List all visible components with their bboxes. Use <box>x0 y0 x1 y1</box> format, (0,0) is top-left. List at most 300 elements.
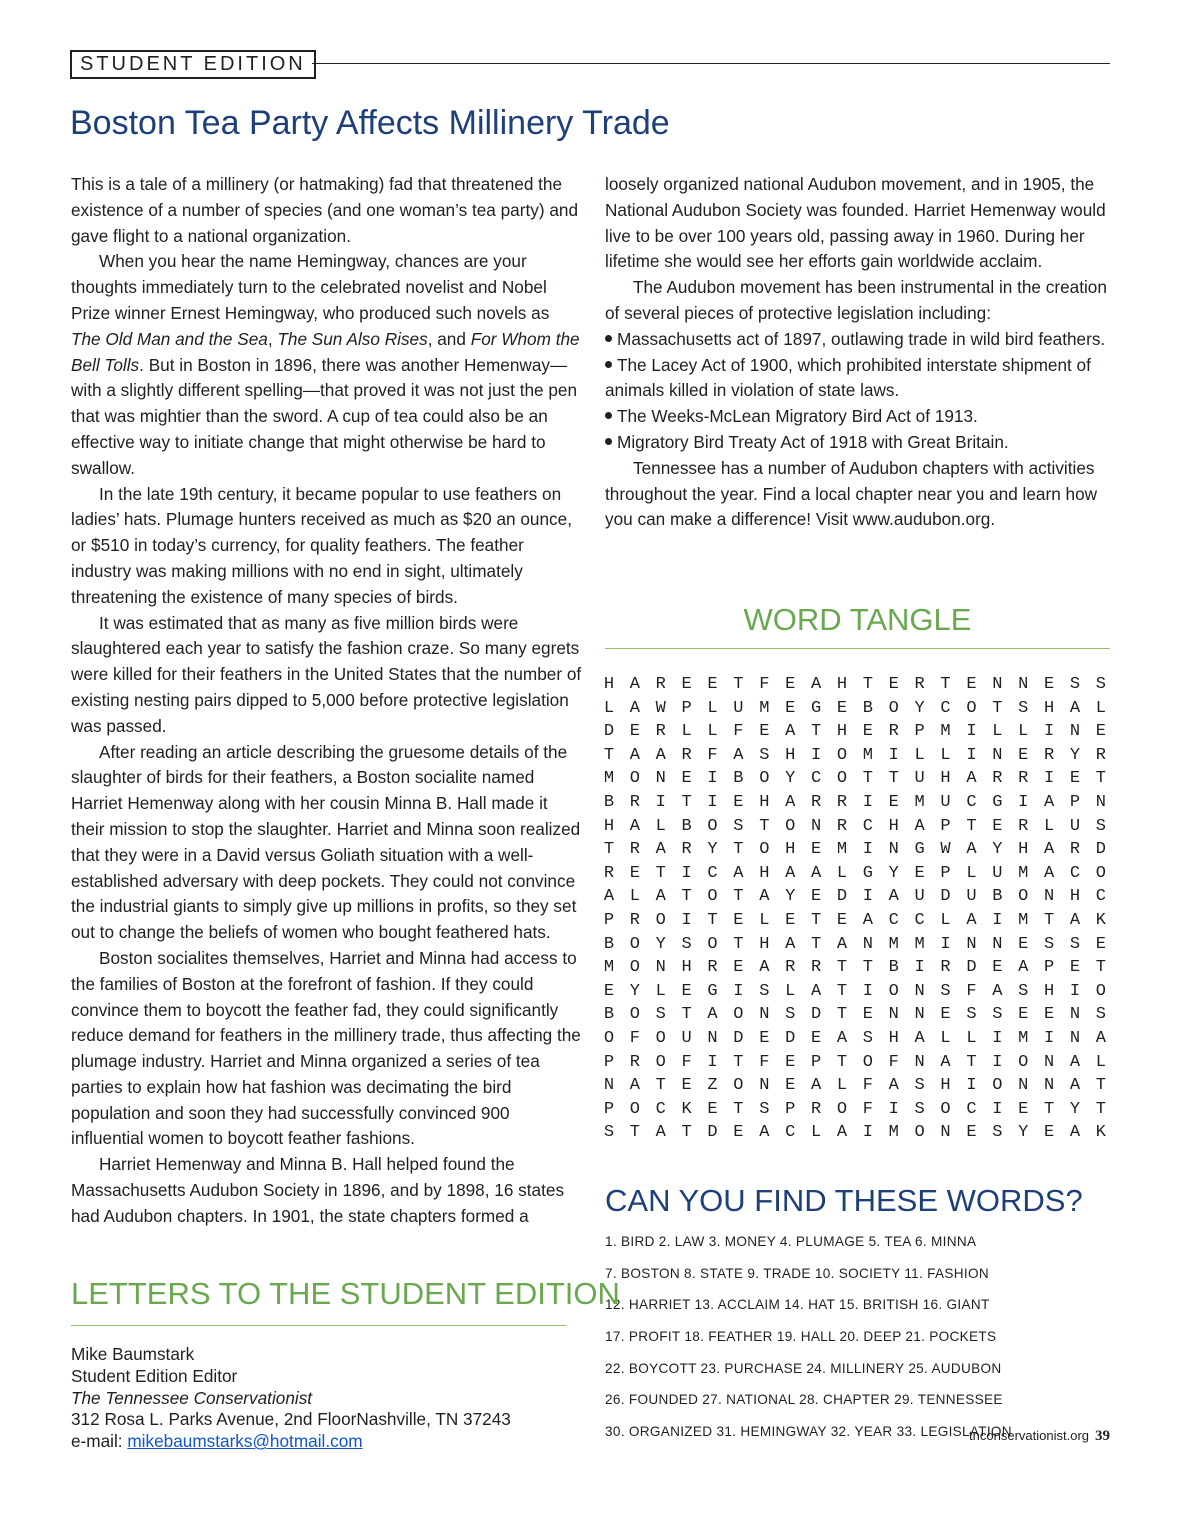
grid-letter: O <box>940 1099 951 1119</box>
grid-letter: E <box>862 1005 873 1025</box>
grid-letter: E <box>1018 1099 1029 1119</box>
publication-name <box>71 1388 511 1410</box>
grid-letter: A <box>1069 1076 1081 1096</box>
grid-letter: E <box>810 887 822 907</box>
grid-letter: I <box>992 1052 1003 1072</box>
grid-letter: A <box>836 934 848 954</box>
find-words-title: CAN YOU FIND THESE WORDS? <box>605 1183 1083 1218</box>
grid-letter: S <box>1069 675 1081 694</box>
grid-letter: Y <box>992 840 1003 860</box>
grid-letter: O <box>655 1028 666 1048</box>
grid-letter: S <box>603 1123 615 1143</box>
grid-letter: G <box>810 698 822 718</box>
grid-letter: L <box>707 722 718 742</box>
grid-letter: F <box>629 1028 640 1048</box>
grid-letter: H <box>681 958 692 978</box>
grid-letter: O <box>629 769 640 789</box>
grid-letter: T <box>992 698 1003 718</box>
grid-letter: G <box>914 840 925 860</box>
grid-letter: T <box>836 1005 848 1025</box>
grid-letter: E <box>1018 934 1029 954</box>
grid-letter: T <box>629 1123 640 1143</box>
word-tangle-title: WORD TANGLE <box>743 602 972 637</box>
grid-letter: B <box>888 958 899 978</box>
grid-letter: T <box>733 1099 744 1119</box>
grid-letter: S <box>733 816 744 836</box>
grid-letter: Y <box>914 698 925 718</box>
grid-letter: R <box>785 958 796 978</box>
grid-letter: R <box>1069 840 1081 860</box>
grid-letter: O <box>1018 887 1029 907</box>
grid-letter: K <box>681 1099 692 1119</box>
grid-letter: B <box>992 887 1003 907</box>
grid-letter: T <box>733 887 744 907</box>
grid-letter: T <box>1043 910 1055 930</box>
grid-letter: M <box>914 792 925 812</box>
grid-letter: P <box>785 1099 796 1119</box>
article-column-right <box>605 172 1120 533</box>
grid-letter: A <box>1069 698 1081 718</box>
grid-letter: L <box>629 887 640 907</box>
grid-letter: E <box>681 981 692 1001</box>
grid-letter: E <box>785 675 796 694</box>
grid-letter: O <box>914 1123 925 1143</box>
grid-letter: C <box>862 816 873 836</box>
article-paragraph: It was estimated that as many as five million birds were slaughtered each year to satisfy the fashion craze. So many egrets were killed for their feathers in the United States that the number of existing nesting pairs dipped to 5,000 before protective legislation was passed. <box>71 612 582 736</box>
grid-letter: A <box>1069 910 1081 930</box>
grid-letter: B <box>862 698 873 718</box>
grid-letter: R <box>603 863 615 883</box>
grid-letter: M <box>759 698 770 718</box>
editor-role: Student Edition Editor <box>71 1365 238 1386</box>
grid-letter: R <box>655 675 666 694</box>
page-footer <box>900 1428 1110 1445</box>
grid-letter: O <box>1018 1052 1029 1072</box>
grid-letter: S <box>655 1005 666 1025</box>
grid-letter: T <box>836 958 848 978</box>
grid-letter: N <box>1043 1076 1055 1096</box>
grid-letter: T <box>733 675 744 694</box>
grid-letter: F <box>733 722 744 742</box>
grid-letter: S <box>1095 675 1106 694</box>
grid-letter: A <box>836 1028 848 1048</box>
legislation-text: Massachusetts act of 1897, outlawing trade in wild bird feathers. <box>617 328 1106 349</box>
grid-letter: E <box>1043 675 1055 694</box>
grid-letter: A <box>629 816 640 836</box>
grid-letter: T <box>733 1052 744 1072</box>
grid-letter: S <box>862 1028 873 1048</box>
grid-letter: A <box>836 1123 848 1143</box>
grid-letter: W <box>940 840 951 860</box>
grid-letter: H <box>940 769 951 789</box>
grid-letter: A <box>655 887 666 907</box>
grid-letter: L <box>1095 1052 1106 1072</box>
grid-letter: T <box>1095 1099 1106 1119</box>
grid-letter: L <box>707 698 718 718</box>
grid-letter: C <box>1069 863 1081 883</box>
grid-letter: T <box>681 887 692 907</box>
grid-letter: T <box>1095 958 1106 978</box>
grid-letter: L <box>810 1123 822 1143</box>
grid-letter: L <box>655 981 666 1001</box>
book-title: The Sun Also Rises <box>277 328 428 349</box>
header-rule <box>312 63 1110 64</box>
grid-letter: L <box>836 863 848 883</box>
grid-letter: R <box>836 792 848 812</box>
article-paragraph: Boston socialites themselves, Harriet and Minna had access to the families of Boston at the forefront of fashion. If they could convince them to boycott the feather fad, they could significantly reduce demand for feathers in the millinery trade, thus affecting the plumage industry. Harriet and Minna organized a series of tea parties to explain how hat fashion was decimating the bird population and soon they had successfully convinced 900 influential women to boycott feather fashions. <box>71 947 581 1149</box>
grid-letter: I <box>1043 722 1055 742</box>
grid-letter: L <box>1095 698 1106 718</box>
grid-letter: S <box>1018 981 1029 1001</box>
grid-letter: O <box>629 958 640 978</box>
grid-letter: E <box>862 722 873 742</box>
article-paragraph: This is a tale of a millinery (or hatmaking) fad that threatened the existence of a number of species (and one woman’s tea party) and gave flight to a national organization. <box>71 174 579 246</box>
grid-letter: T <box>733 934 744 954</box>
grid-letter: O <box>733 1076 744 1096</box>
grid-letter: L <box>940 910 951 930</box>
grid-letter: M <box>940 722 951 742</box>
editor-name: Mike Baumstark <box>71 1344 195 1364</box>
grid-letter: I <box>966 722 977 742</box>
grid-letter: I <box>966 1076 977 1096</box>
grid-letter: H <box>888 816 899 836</box>
grid-row <box>596 862 1114 886</box>
grid-letter: A <box>888 1076 899 1096</box>
grid-letter: U <box>992 863 1003 883</box>
footer-site: tnconservationist.org <box>969 1428 1089 1443</box>
grid-row <box>596 815 1114 839</box>
grid-letter: M <box>888 1123 899 1143</box>
grid-row <box>596 885 1114 909</box>
grid-letter: N <box>914 1005 925 1025</box>
article-paragraph: Tennessee has a number of Audubon chapters with activities throughout the year. Find a local chapter near you and learn how you can make a difference! Visit www.audubon.org. <box>605 457 1098 530</box>
grid-letter: T <box>655 1076 666 1096</box>
grid-letter: H <box>759 863 770 883</box>
grid-letter: C <box>914 910 925 930</box>
grid-letter: M <box>888 934 899 954</box>
grid-letter: Y <box>1069 745 1081 765</box>
grid-letter: P <box>603 910 615 930</box>
word-list <box>605 1232 1115 1454</box>
grid-letter: T <box>966 816 977 836</box>
grid-letter: D <box>836 887 848 907</box>
grid-letter: O <box>992 1076 1003 1096</box>
grid-letter: L <box>966 1028 977 1048</box>
letters-title: LETTERS TO THE STUDENT EDITION <box>71 1276 620 1311</box>
grid-letter: P <box>1069 792 1081 812</box>
grid-letter: L <box>940 745 951 765</box>
grid-letter: R <box>655 722 666 742</box>
grid-letter: N <box>966 934 977 954</box>
grid-letter: L <box>603 698 615 718</box>
grid-row <box>596 673 1114 697</box>
grid-letter: R <box>1018 769 1029 789</box>
grid-letter: P <box>1043 958 1055 978</box>
mailing-address: 312 Rosa L. Parks Avenue, 2nd FloorNashville, TN 37243 <box>71 1409 511 1430</box>
grid-letter: D <box>707 1123 718 1143</box>
grid-letter: L <box>785 981 796 1001</box>
grid-letter: E <box>785 1052 796 1072</box>
grid-letter: D <box>1095 840 1106 860</box>
grid-letter: H <box>940 1076 951 1096</box>
grid-letter: N <box>1069 1028 1081 1048</box>
grid-letter: N <box>992 675 1003 694</box>
grid-letter: N <box>759 1076 770 1096</box>
grid-letter: E <box>888 675 899 694</box>
grid-letter: S <box>1043 934 1055 954</box>
grid-letter: E <box>1043 1123 1055 1143</box>
grid-letter: M <box>836 840 848 860</box>
bullet-icon <box>605 412 612 419</box>
grid-letter: T <box>1043 1099 1055 1119</box>
grid-letter: R <box>1018 816 1029 836</box>
grid-letter: R <box>629 792 640 812</box>
grid-letter: F <box>759 675 770 694</box>
grid-letter: E <box>1069 769 1081 789</box>
grid-letter: U <box>914 769 925 789</box>
grid-letter: F <box>888 1052 899 1072</box>
grid-letter: A <box>1043 863 1055 883</box>
grid-letter: A <box>914 1028 925 1048</box>
grid-letter: W <box>655 698 666 718</box>
grid-letter: I <box>810 745 822 765</box>
grid-letter: N <box>1069 722 1081 742</box>
book-title: For Whom the Bell Tolls <box>71 328 580 375</box>
grid-letter: O <box>888 981 899 1001</box>
grid-letter: N <box>1043 1052 1055 1072</box>
grid-letter: R <box>888 722 899 742</box>
grid-letter: A <box>1043 840 1055 860</box>
grid-letter: Y <box>629 981 640 1001</box>
grid-letter: O <box>836 745 848 765</box>
grid-letter: A <box>759 887 770 907</box>
grid-letter: E <box>707 1099 718 1119</box>
grid-letter: O <box>966 698 977 718</box>
grid-letter: E <box>966 675 977 694</box>
grid-letter: U <box>966 887 977 907</box>
grid-letter: M <box>603 769 615 789</box>
grid-letter: S <box>992 1123 1003 1143</box>
grid-letter: I <box>862 981 873 1001</box>
grid-letter: M <box>862 745 873 765</box>
grid-row <box>596 980 1114 1004</box>
grid-letter: D <box>966 958 977 978</box>
grid-letter: R <box>629 1052 640 1072</box>
grid-letter: E <box>629 863 640 883</box>
grid-letter: D <box>940 887 951 907</box>
grid-letter: E <box>681 1076 692 1096</box>
section-tag: STUDENT EDITION <box>70 50 316 79</box>
article-paragraph <box>71 1152 583 1229</box>
grid-letter: I <box>966 745 977 765</box>
grid-letter: T <box>759 816 770 836</box>
grid-letter: E <box>1043 1005 1055 1025</box>
grid-letter: E <box>836 698 848 718</box>
grid-letter: S <box>940 981 951 1001</box>
grid-letter: M <box>914 934 925 954</box>
grid-row <box>596 791 1114 815</box>
grid-letter: I <box>707 1052 718 1072</box>
grid-row <box>596 1027 1114 1051</box>
grid-letter: C <box>785 1123 796 1143</box>
grid-letter: T <box>940 675 951 694</box>
grid-letter: C <box>940 698 951 718</box>
grid-letter: E <box>810 1028 822 1048</box>
bullet-icon <box>605 335 612 342</box>
grid-letter: N <box>603 1076 615 1096</box>
grid-letter: S <box>785 1005 796 1025</box>
grid-letter: E <box>733 1123 744 1143</box>
email-link[interactable]: mikebaumstarks@hotmail.com <box>127 1431 363 1452</box>
grid-letter: E <box>992 816 1003 836</box>
grid-letter: T <box>862 958 873 978</box>
grid-letter: P <box>810 1052 822 1072</box>
grid-letter: I <box>655 792 666 812</box>
grid-letter: L <box>1043 816 1055 836</box>
grid-letter: P <box>603 1052 615 1072</box>
grid-letter: H <box>785 745 796 765</box>
grid-letter: U <box>940 792 951 812</box>
grid-letter: A <box>603 887 615 907</box>
word-list-line: 30. ORGANIZED 31. HEMINGWAY 32. YEAR 33. LEGISLATION <box>605 1424 1012 1440</box>
article-paragraph: The Audubon movement has been instrumental in the creation of several pieces of protective legislation including: <box>605 277 1107 323</box>
grid-letter: K <box>1095 910 1106 930</box>
grid-letter: S <box>1018 698 1029 718</box>
legislation-text: The Weeks-McLean Migratory Bird Act of 1913. <box>617 406 978 427</box>
grid-letter: R <box>940 958 951 978</box>
grid-letter: A <box>655 745 666 765</box>
grid-letter: S <box>759 981 770 1001</box>
grid-row <box>596 744 1114 768</box>
grid-letter: N <box>1043 887 1055 907</box>
grid-letter: T <box>836 1052 848 1072</box>
grid-letter: B <box>603 934 615 954</box>
grid-letter: H <box>785 840 796 860</box>
grid-row <box>596 909 1114 933</box>
grid-letter: N <box>940 1123 951 1143</box>
grid-letter: O <box>1095 863 1106 883</box>
grid-letter: O <box>707 816 718 836</box>
grid-letter: E <box>940 1005 951 1025</box>
grid-letter: A <box>759 1123 770 1143</box>
grid-letter: O <box>759 769 770 789</box>
grid-letter: A <box>888 887 899 907</box>
grid-letter: A <box>759 958 770 978</box>
grid-row <box>596 1121 1114 1145</box>
word-list-line: 26. FOUNDED 27. NATIONAL 28. CHAPTER 29. TENNESSEE <box>605 1392 1003 1408</box>
grid-letter: H <box>759 934 770 954</box>
grid-letter: I <box>914 958 925 978</box>
grid-letter: G <box>862 863 873 883</box>
grid-letter: A <box>707 1005 718 1025</box>
grid-letter: N <box>1018 1076 1029 1096</box>
grid-letter: D <box>603 722 615 742</box>
grid-letter: N <box>914 981 925 1001</box>
grid-letter: I <box>1069 981 1081 1001</box>
grid-letter: R <box>810 1099 822 1119</box>
article-title: Boston Tea Party Affects Millinery Trade <box>70 104 670 142</box>
grid-letter: T <box>1095 1076 1106 1096</box>
grid-letter: Y <box>785 887 796 907</box>
letters-contact <box>71 1344 511 1453</box>
grid-letter: I <box>1018 792 1029 812</box>
grid-letter: S <box>1069 934 1081 954</box>
grid-letter: E <box>733 792 744 812</box>
grid-letter: A <box>1018 958 1029 978</box>
grid-letter: A <box>992 981 1003 1001</box>
grid-letter: E <box>1018 1005 1029 1025</box>
legislation-list-item <box>605 430 1120 456</box>
grid-letter: T <box>655 863 666 883</box>
grid-letter: A <box>629 1076 640 1096</box>
grid-letter: N <box>914 1052 925 1072</box>
grid-letter: A <box>1095 1028 1106 1048</box>
legislation-list-item <box>605 353 1120 405</box>
grid-letter: L <box>966 863 977 883</box>
word-tangle-rule <box>605 648 1110 649</box>
grid-letter: T <box>862 675 873 694</box>
grid-letter: U <box>914 887 925 907</box>
grid-letter: E <box>992 958 1003 978</box>
article-text: , and <box>427 328 471 349</box>
grid-row <box>596 720 1114 744</box>
grid-letter: H <box>836 722 848 742</box>
grid-letter: A <box>629 698 640 718</box>
grid-letter: T <box>733 840 744 860</box>
grid-letter: O <box>888 698 899 718</box>
grid-letter: I <box>862 792 873 812</box>
grid-letter: C <box>888 910 899 930</box>
grid-letter: E <box>785 698 796 718</box>
grid-letter: I <box>707 769 718 789</box>
grid-letter: A <box>940 1052 951 1072</box>
grid-letter: T <box>681 1005 692 1025</box>
grid-letter: A <box>785 934 796 954</box>
grid-letter: H <box>759 792 770 812</box>
grid-letter: E <box>733 910 744 930</box>
grid-letter: I <box>862 887 873 907</box>
grid-letter: O <box>862 1052 873 1072</box>
grid-letter: I <box>733 981 744 1001</box>
grid-letter: O <box>655 910 666 930</box>
grid-row <box>596 956 1114 980</box>
grid-letter: O <box>707 887 718 907</box>
grid-letter: Y <box>785 769 796 789</box>
grid-letter: L <box>759 910 770 930</box>
grid-letter: I <box>862 840 873 860</box>
grid-letter: L <box>1018 722 1029 742</box>
article-text: loosely organized national Audubon movement, and in 1905, the National Audubon Society was founded. Harriet Hemenway would live to be over 100 years old, passing away in 1960. During her lifetime she would see her efforts gain worldwide acclaim. <box>605 174 1106 272</box>
grid-letter: E <box>914 863 925 883</box>
grid-letter: N <box>862 934 873 954</box>
publication-title: The Tennessee Conservationist <box>71 1387 313 1408</box>
grid-row <box>596 1098 1114 1122</box>
grid-letter: T <box>707 910 718 930</box>
grid-letter: E <box>733 958 744 978</box>
grid-letter: Z <box>707 1076 718 1096</box>
book-title: The Old Man and the Sea <box>71 328 268 349</box>
grid-letter: A <box>810 981 822 1001</box>
grid-letter: K <box>1095 1123 1106 1143</box>
grid-letter: A <box>1069 1123 1081 1143</box>
bullet-icon <box>605 438 612 445</box>
grid-letter: E <box>1095 722 1106 742</box>
grid-letter: E <box>1069 958 1081 978</box>
article-text: When you hear the name Hemingway, chances are your thoughts immediately turn to the celebrated novelist and Nobel Prize winner Ernest Hemingway, who produced such novels as <box>71 251 550 323</box>
email-label: e-mail: <box>71 1431 128 1452</box>
grid-letter: Y <box>888 863 899 883</box>
grid-letter: P <box>940 863 951 883</box>
